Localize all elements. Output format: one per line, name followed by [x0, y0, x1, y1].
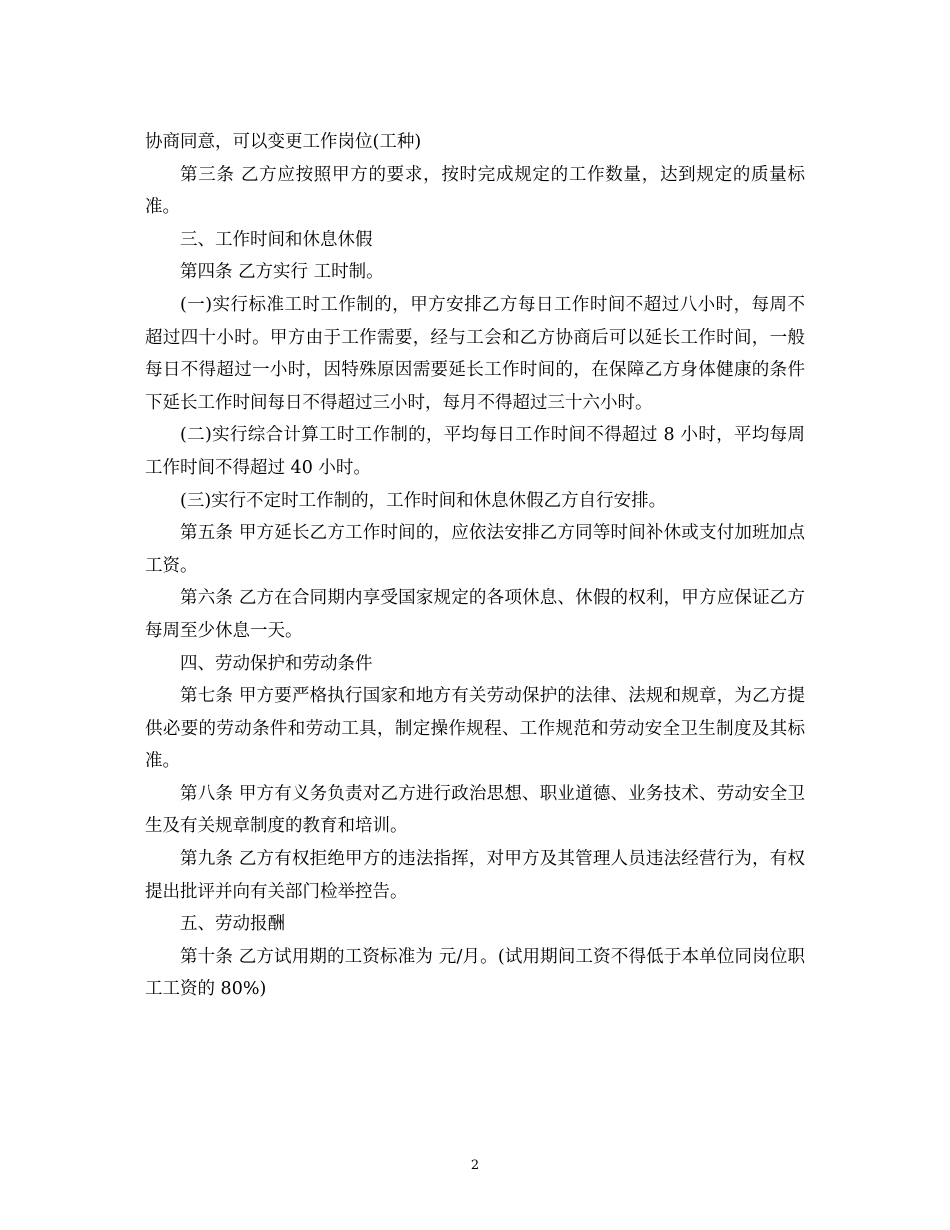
paragraph: 第七条 甲方要严格执行国家和地方有关劳动保护的法律、法规和规章，为乙方提供必要的劳动条件和劳动工具，制定操作规程、工作规范和劳动安全卫生制度及其标准。: [145, 686, 805, 772]
paragraph: 第十条 乙方试用期的工资标准为 元/月。(试用期间工资不得低于本单位同岗位职工工资的 80%): [145, 946, 805, 1000]
paragraph: 第三条 乙方应按照甲方的要求，按时完成规定的工作数量，达到规定的质量标准。: [145, 164, 805, 218]
page-number: 2: [470, 1158, 480, 1173]
paragraph: 第九条 乙方有权拒绝甲方的违法指挥，对甲方及其管理人员违法经营行为，有权提出批评并向有关部门检举控告。: [145, 849, 805, 902]
paragraph: 第四条 乙方实行 工时制。: [180, 262, 384, 283]
paragraph: (三)实行不定时工作制的，工作时间和休息休假乙方自行安排。: [180, 490, 667, 511]
paragraph: 第八条 甲方有义务负责对乙方进行政治思想、职业道德、业务技术、劳动安全卫生及有关规章制度的教育和培训。: [145, 783, 805, 837]
document-body: [145, 126, 805, 1006]
paragraph: 第五条 甲方延长乙方工作时间的，应依法安排乙方同等时间补休或支付加班加点工资。: [145, 523, 805, 576]
paragraph: (一)实行标准工时工作制的，甲方安排乙方每日工作时间不超过八小时，每周不超过四十小时。甲方由于工作需要，经与工会和乙方协商后可以延长工作时间，一般每日不得超过一小时，因特殊原因需要延长工作时间的，在保障乙方身体健康的条件下延长工作时间每日不得超过三小时，每月不得超过三十六小时。: [145, 294, 805, 413]
paragraph: 第六条 乙方在合同期内享受国家规定的各项休息、休假的权利，甲方应保证乙方每周至少休息一天。: [145, 588, 805, 641]
section-heading: 三、工作时间和休息休假: [180, 229, 373, 250]
paragraph: 协商同意，可以变更工作岗位(工种): [145, 132, 422, 152]
paragraph: (二)实行综合计算工时工作制的，平均每日工作时间不得超过 8 小时，平均每周工作时间不得超过 40 小时。: [145, 425, 805, 478]
section-heading: 四、劳动保护和劳动条件: [180, 653, 373, 674]
section-heading: 五、劳动报酬: [180, 914, 285, 935]
